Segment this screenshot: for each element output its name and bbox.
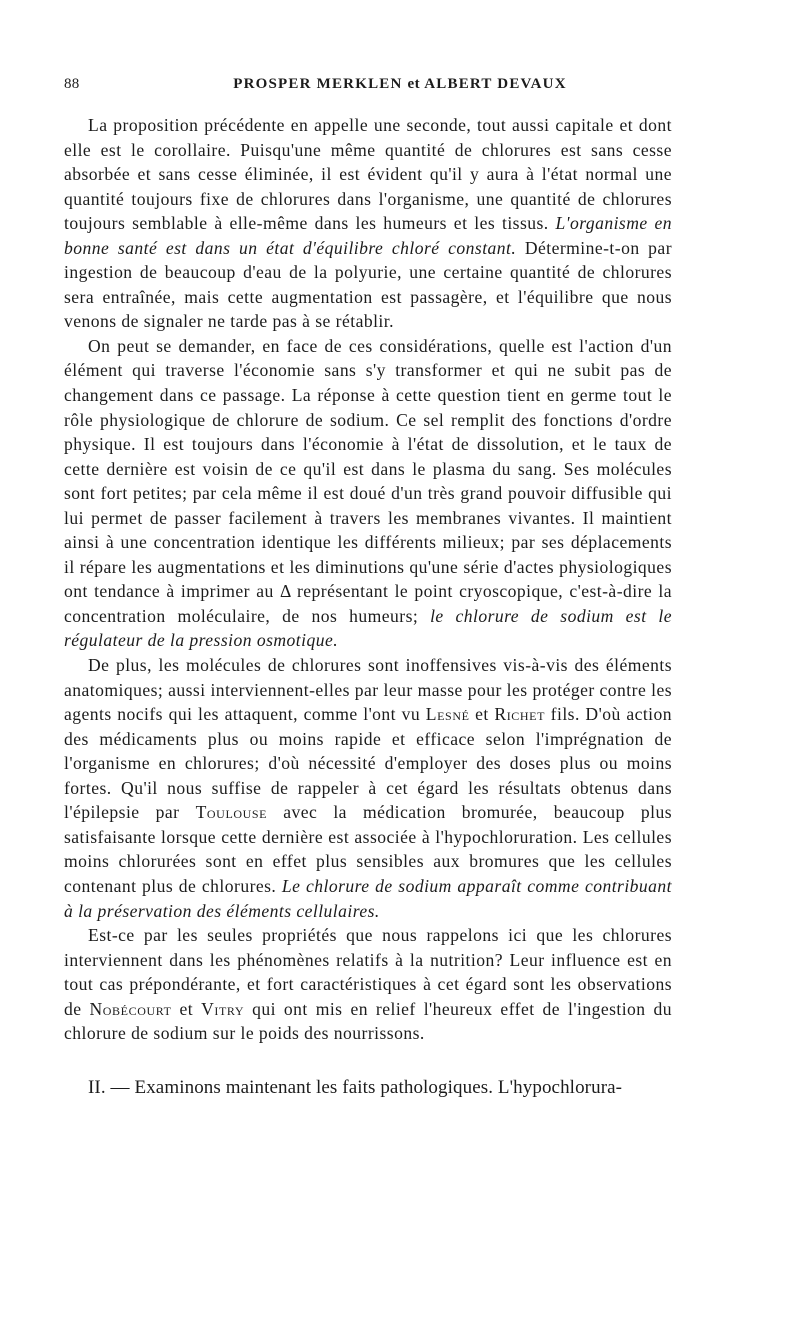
paragraph-text: et — [171, 998, 202, 1019]
paragraph-text: Est-ce par les seules propriétés que nous rappelons ici que les chlorures interviennent dans les phénomènes relatifs à la nutrition? Leur influence est en tout cas prépondérante, et fort caractéristiques à cet égard sont les observations de — [64, 925, 672, 1019]
paragraph-text: fils. D'où action des médicaments plus ou moins rapide et efficace selon l'imprégnation de l'organisme en chlorures; d'où nécessité d'employer des doses plus ou moins fortes. Qu'il nous suffise de rappeler à cet égard les résultats obtenus dans l'épilepsie par — [64, 704, 673, 823]
author-name-toulouse: Toulouse — [195, 802, 268, 823]
author-name-lesne: Lesné — [425, 704, 470, 725]
author-2: ALBERT DEVAUX — [424, 76, 567, 92]
paragraph-text: De plus, les molécules de chlorures sont inoffensives vis-à-vis des éléments anatomiques; aussi interviennent-elles par leur masse pour les protéger contre les agents nocifs qui les attaquent, comme l'ont vu — [64, 655, 672, 725]
paragraph-osmotic-role — [64, 334, 672, 653]
italic-emphasis: Le chlorure de sodium apparaît comme contribuant à la préservation des éléments cellulaires. — [64, 875, 672, 921]
page-number: 88 — [64, 76, 80, 92]
paragraph-equilibrium — [64, 113, 672, 334]
paragraph-protection — [64, 653, 672, 923]
body-text — [64, 113, 672, 1100]
paragraph-text: On peut se demander, en face de ces considérations, quelle est l'action d'un élément qui traverse l'économie sans s'y transformer et qui ne subit pas de changement dans ce passage. La réponse à cette question tient en germe tout le rôle physiologique de chlorure de sodium. Ce sel remplit des fonctions d'ordre physique. Il est toujours dans l'économie à l'état de dissolution, et le taux de cette dernière est voisin de ce qu'il est dans le plasma du sang. Ses molécules sont fort petites; par cela même il est doué d'un très grand pouvoir diffusible qui lui permet de passer facilement à travers les membranes vivantes. Il maintient ainsi à une concentration identique les différents milieux; par ses déplacements il répare les augmentations et les diminutions qu'une série d'actes physiologiques ont tendance à imprimer au Δ représentant le point cryoscopique, c'est-à-dire la concentration moléculaire, de nos humeurs; — [64, 335, 672, 626]
running-head — [0, 76, 800, 93]
italic-emphasis: L'organisme en bonne santé est dans un état d'équilibre chloré constant. — [64, 213, 672, 258]
author-conjunction: et — [407, 76, 421, 92]
section-ii-start: II. — Examinons maintenant les faits pathologiques. L'hypochlorura- — [88, 1076, 623, 1098]
paragraph-text: avec la médication bromurée, beaucoup plus satisfaisante lorsque cette dernière est associée à l'hypochloruration. Les cellules moins chlorurées sont en effet plus sensibles aux bromures que les cellules contenant plus de chlorures. — [64, 802, 672, 896]
paragraph-text: et — [469, 704, 495, 725]
author-1: PROSPER MERKLEN — [233, 76, 403, 92]
author-name-nobecourt: Nobécourt — [89, 998, 172, 1019]
italic-emphasis: le chlorure de sodium est le régulateur de la pression osmotique. — [64, 605, 673, 651]
author-name-vitry: Vitry — [201, 998, 245, 1019]
paragraph-nutrition — [64, 923, 672, 1046]
author-name-richet: Richet — [494, 704, 546, 725]
paragraph-text: Détermine-t-on par ingestion de beaucoup d'eau de la polyurie, une certaine quantité de chlorures sera entraînée, mais cette augmentation est passagère, et l'équilibre que nous venons de signaler ne tarde pas à se rétablir. — [64, 237, 673, 332]
paragraph-text: qui ont mis en relief l'heureux effet de l'ingestion du chlorure de sodium sur le poids des nourrissons. — [64, 998, 673, 1044]
paragraph-text: La proposition précédente en appelle une seconde, tout aussi capitale et dont elle est le corollaire. Puisqu'une même quantité de chlorures est sans cesse absorbée et sans cesse éliminée, il est évident qu'il y aura à l'état normal une quantité toujours fixe de chlorures dans l'organisme, une quantité de chlorures toujours semblable à elle-même dans les humeurs et les tissus. — [64, 115, 672, 234]
